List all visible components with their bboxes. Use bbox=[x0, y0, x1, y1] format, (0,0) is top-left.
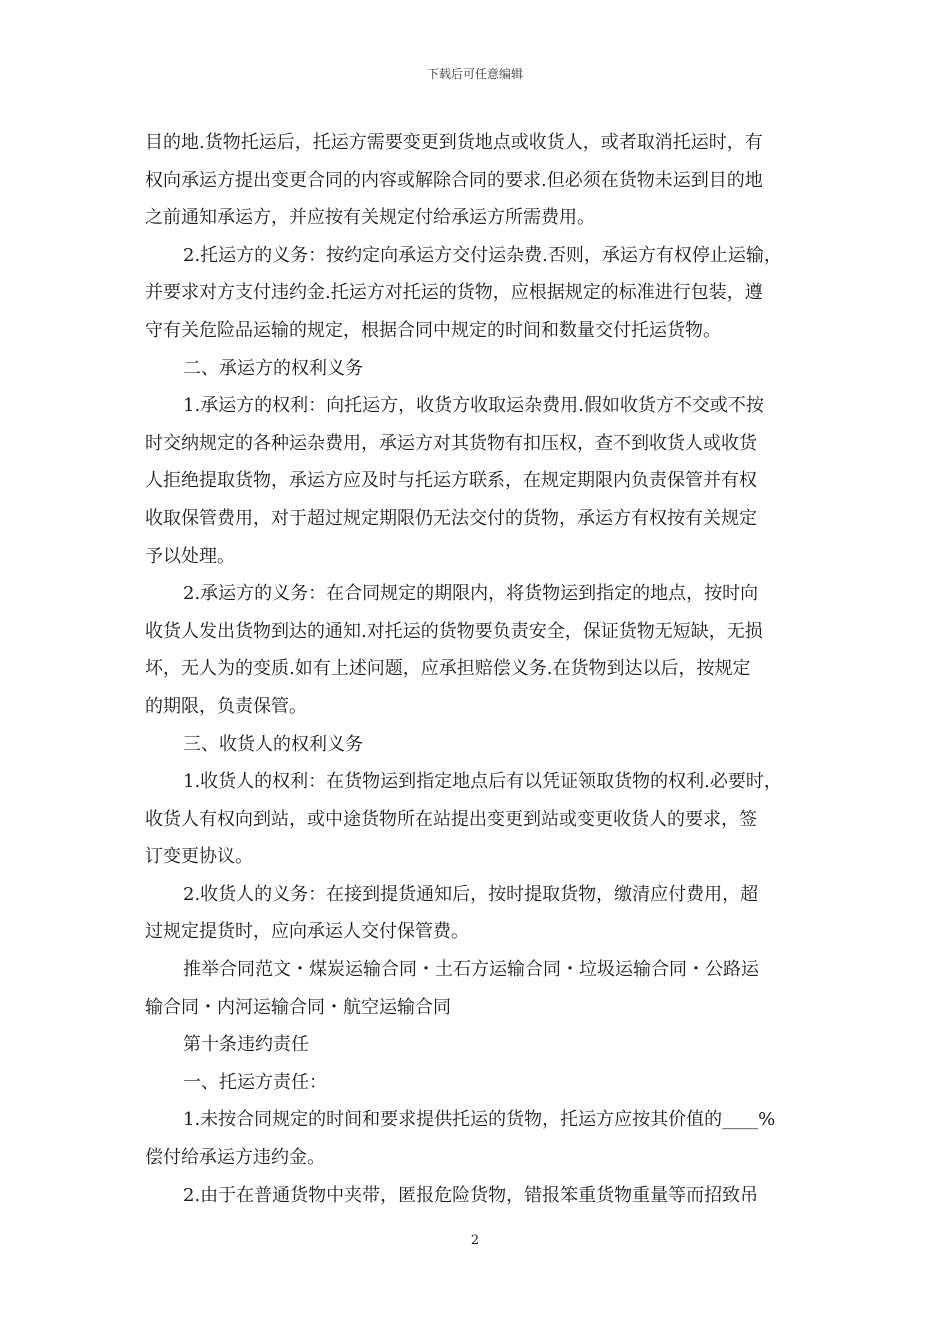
text-line: 订变更协议。 bbox=[145, 846, 253, 868]
text-line: 坏，无人为的变质.如有上述问题，应承担赔偿义务.在货物到达以后，按规定 bbox=[145, 658, 751, 680]
text-line: 收货人有权向到站，或中途货物所在站提出变更到站或变更收货人的要求，签 bbox=[145, 808, 757, 830]
text-line: 予以处理。 bbox=[145, 545, 235, 567]
text-line: 目的地.货物托运后，托运方需要变更到货地点或收货人，或者取消托运时，有 bbox=[145, 132, 763, 153]
text-line: 推举合同范文・煤炭运输合同・土石方运输合同・垃圾运输合同・公路运 bbox=[183, 959, 759, 981]
text-line: 收取保管费用，对于超过规定期限仍无法交付的货物，承运方有权按有关规定 bbox=[145, 507, 757, 529]
text-line: 1.收货人的权利：在货物运到指定地点后有以凭证领取货物的权利.必要时， bbox=[183, 771, 782, 793]
text-line: 1.未按合同规定的时间和要求提供托运的货物，托运方应按其价值的____% bbox=[183, 1109, 776, 1131]
text-line: 二、承运方的权利义务 bbox=[183, 357, 363, 379]
page-number: 2 bbox=[470, 1233, 480, 1248]
text-line: 权向承运方提出变更合同的内容或解除合同的要求.但必须在货物未运到目的地 bbox=[145, 169, 763, 191]
text-line: 之前通知承运方，并应按有关规定付给承运方所需费用。 bbox=[145, 207, 595, 229]
text-line: 2.承运方的义务：在合同规定的期限内，将货物运到指定的地点，按时向 bbox=[183, 583, 759, 605]
text-line: 守有关危险品运输的规定，根据合同中规定的时间和数量交付托运货物。 bbox=[145, 319, 721, 341]
text-line: 输合同・内河运输合同・航空运输合同 bbox=[145, 996, 451, 1018]
text-line: 一、托运方责任： bbox=[183, 1071, 327, 1093]
document-body bbox=[145, 124, 809, 1214]
text-line: 2.收货人的义务：在接到提货通知后，按时提取货物，缴清应付费用，超 bbox=[183, 883, 759, 905]
text-line: 并要求对方支付违约金.托运方对托运的货物，应根据规定的标准进行包装，遵 bbox=[145, 282, 763, 304]
text-line: 的期限，负责保管。 bbox=[145, 695, 307, 717]
text-line: 时交纳规定的各种运杂费用，承运方对其货物有扣压权，查不到收货人或收货 bbox=[145, 432, 757, 454]
text-line: 2.托运方的义务：按约定向承运方交付运杂费.否则，承运方有权停止运输， bbox=[183, 244, 782, 266]
text-line: 三、收货人的权利义务 bbox=[183, 733, 363, 755]
text-line: 人拒绝提取货物，承运方应及时与托运方联系，在规定期限内负责保管并有权 bbox=[145, 470, 757, 492]
text-line: 1.承运方的权利：向托运方，收货方收取运杂费用.假如收货方不交或不按 bbox=[183, 395, 764, 417]
text-line: 过规定提货时，应向承运人交付保管费。 bbox=[145, 921, 469, 943]
text-line: 第十条违约责任 bbox=[183, 1034, 309, 1056]
page-header-note: 下载后可任意编辑 bbox=[426, 67, 523, 81]
text-line: 偿付给承运方违约金。 bbox=[145, 1147, 325, 1169]
text-line: 收货人发出货物到达的通知.对托运的货物要负责安全，保证货物无短缺，无损 bbox=[145, 620, 763, 642]
text-line: 2.由于在普通货物中夹带，匿报危险货物，错报笨重货物重量等而招致吊 bbox=[183, 1184, 759, 1206]
